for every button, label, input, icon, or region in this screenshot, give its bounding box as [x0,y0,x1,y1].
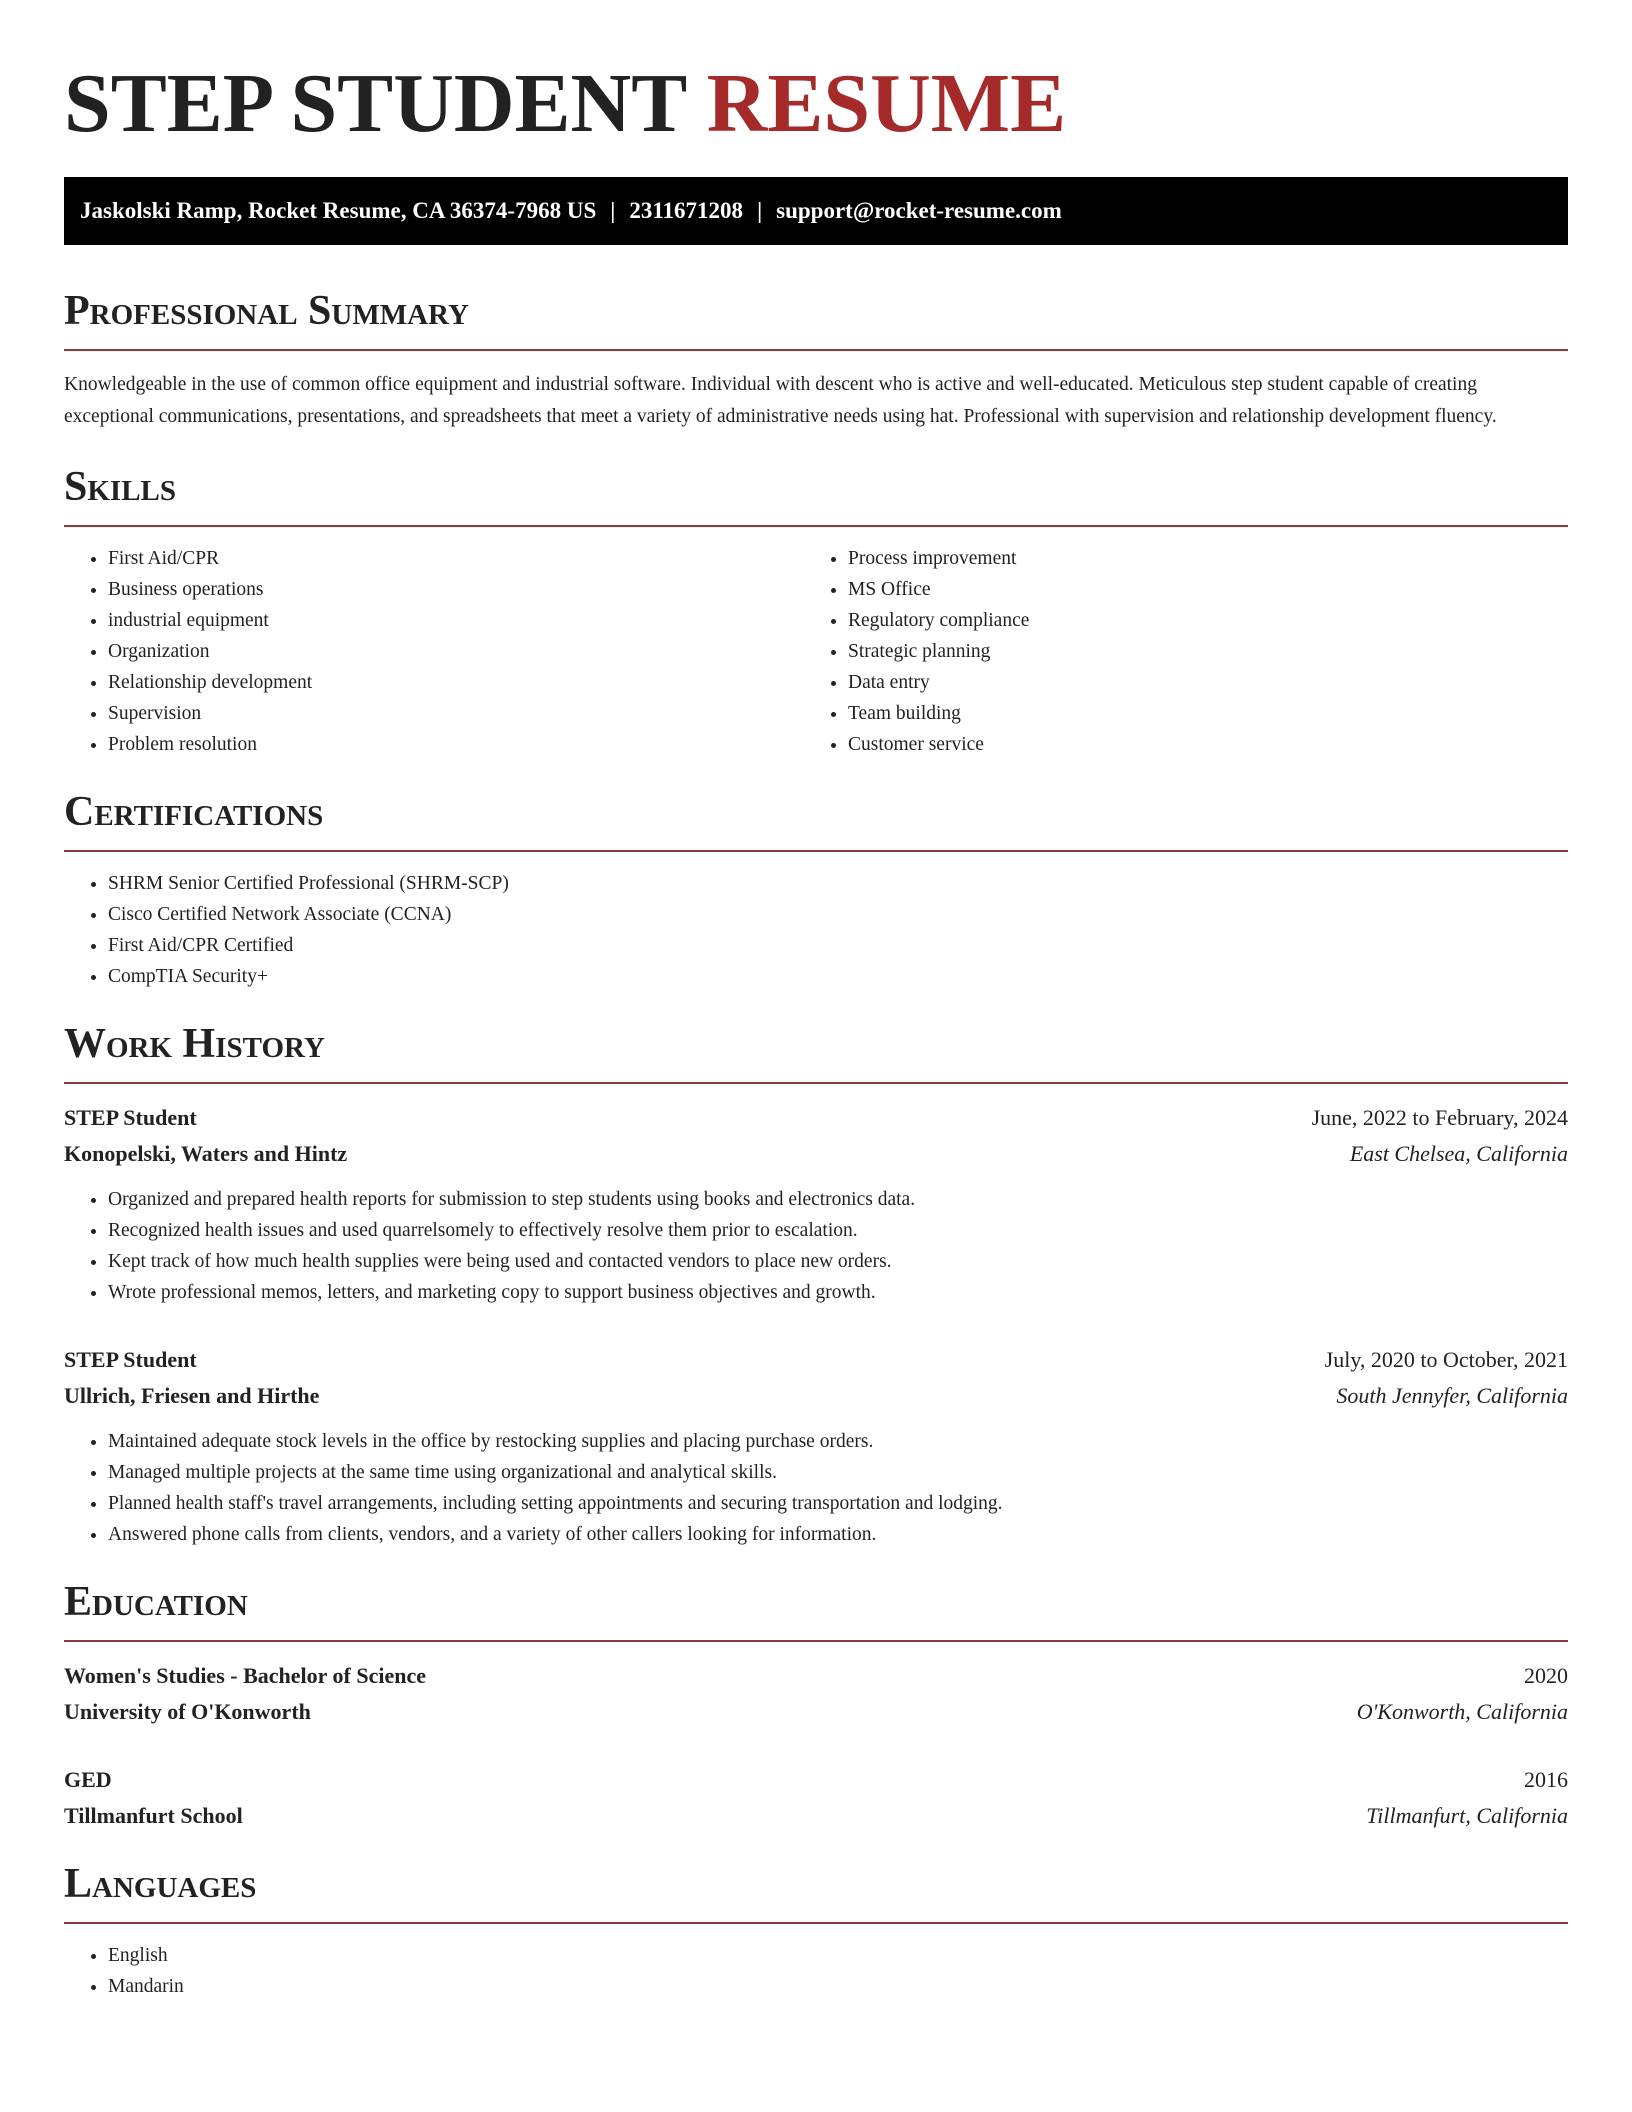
skills-grid [64,543,1568,760]
job-entry [64,1342,1568,1550]
job-title: STEP Student [64,1347,197,1372]
education-degree: GED [64,1767,112,1792]
education-degree-row [64,1762,1568,1798]
job-dates: June, 2022 to February, 2024 [1311,1105,1568,1130]
work-history-heading: Work History [64,1018,1568,1084]
languages-section [64,1834,1568,2002]
job-company: Konopelski, Waters and Hintz [64,1141,348,1166]
skill-item: • Relationship development [108,667,804,698]
skill-item: • Business operations [108,574,804,605]
education-degree: Women's Studies - Bachelor of Science [64,1663,426,1688]
education-year: 2016 [1524,1767,1568,1792]
job-location: South Jennyfer, California [1336,1383,1568,1408]
job-entry [64,1100,1568,1308]
summary-text: Knowledgeable in the use of common office equipment and industrial software. Individual with descent who is active and well-educated. Meticulous step student capable of creating exceptional communications, presentations, and spreadsheets that meet a variety of administrative needs using hat. Professional with supervision and relationship development fluency. [64,374,1497,427]
job-bullet: • Planned health staff's travel arrangements, including setting appointments and securing transportation and lodging. [108,1488,1568,1519]
skill-item: • Problem resolution [108,729,804,760]
job-company-row [64,1136,1568,1172]
skill-item: • industrial equipment [108,605,804,636]
certification-item: • Cisco Certified Network Associate (CCNA) [108,899,1568,930]
education-section [64,1550,1568,1834]
job-bullet: • Recognized health issues and used quarrelsomely to effectively resolve them prior to escalation. [108,1215,1568,1246]
education-school-row [64,1694,1568,1730]
job-company-row [64,1378,1568,1414]
job-title-row [64,1342,1568,1378]
skills-heading: Skills [64,461,1568,527]
skills-list-left [64,543,804,760]
job-bullet: • Maintained adequate stock levels in the office by restocking supplies and placing purchase orders. [108,1426,1568,1457]
certification-item: • SHRM Senior Certified Professional (SHRM-SCP) [108,868,1568,899]
summary-heading: Professional Summary [64,285,1568,351]
job-bullet: • Organized and prepared health reports for submission to step students using books and electronics data. [108,1184,1568,1215]
job-title: STEP Student [64,1105,197,1130]
languages-list [64,1940,1568,2002]
contact-phone[interactable]: 2311671208 [629,198,744,223]
education-location: Tillmanfurt, California [1366,1803,1568,1828]
education-degree-row [64,1658,1568,1694]
certifications-section [64,760,1568,992]
skill-item: • Strategic planning [848,636,1544,667]
education-location: O'Konworth, California [1356,1699,1568,1724]
title-accent: RESUME [706,57,1067,150]
contact-bar [64,177,1568,245]
skill-item: • Team building [848,698,1544,729]
skills-list-right [804,543,1544,760]
education-entry [64,1762,1568,1834]
skill-item: • MS Office [848,574,1544,605]
education-school: Tillmanfurt School [64,1803,243,1828]
job-bullet: • Wrote professional memos, letters, and marketing copy to support business objectives and growth. [108,1277,1568,1308]
certification-item: • CompTIA Security+ [108,961,1568,992]
skill-item: • Organization [108,636,804,667]
skill-item: • Data entry [848,667,1544,698]
skill-item: • First Aid/CPR [108,543,804,574]
summary-section [64,245,1568,433]
job-bullet: • Answered phone calls from clients, vendors, and a variety of other callers looking for information. [108,1519,1568,1550]
education-entry [64,1658,1568,1730]
job-dates: July, 2020 to October, 2021 [1324,1347,1568,1372]
skill-item: • Supervision [108,698,804,729]
certification-item: • First Aid/CPR Certified [108,930,1568,961]
skills-section [64,433,1568,760]
languages-heading: Languages [64,1858,1568,1924]
certifications-heading: Certifications [64,786,1568,852]
skill-item: • Regulatory compliance [848,605,1544,636]
job-location: East Chelsea, California [1349,1141,1568,1166]
education-year: 2020 [1524,1663,1568,1688]
title-main: STEP STUDENT [64,57,686,150]
contact-separator: | [757,198,763,223]
job-bullet: • Kept track of how much health supplies were being used and contacted vendors to place new orders. [108,1246,1568,1277]
job-bullets [64,1184,1568,1308]
skill-item: • Customer service [848,729,1544,760]
certifications-list [64,868,1568,992]
skill-item: • Process improvement [848,543,1544,574]
contact-address: Jaskolski Ramp, Rocket Resume, CA 36374-7968 US [80,198,597,223]
resume-title [64,0,1568,150]
job-bullet: • Managed multiple projects at the same time using organizational and analytical skills. [108,1457,1568,1488]
work-history-section [64,992,1568,1550]
contact-separator: | [610,198,616,223]
education-school-row [64,1798,1568,1834]
job-bullets [64,1426,1568,1550]
language-item: • English [108,1940,1568,1971]
job-company: Ullrich, Friesen and Hirthe [64,1383,320,1408]
contact-email[interactable]: support@rocket-resume.com [776,198,1062,223]
job-title-row [64,1100,1568,1136]
education-heading: Education [64,1576,1568,1642]
education-school: University of O'Konworth [64,1699,311,1724]
language-item: • Mandarin [108,1971,1568,2002]
